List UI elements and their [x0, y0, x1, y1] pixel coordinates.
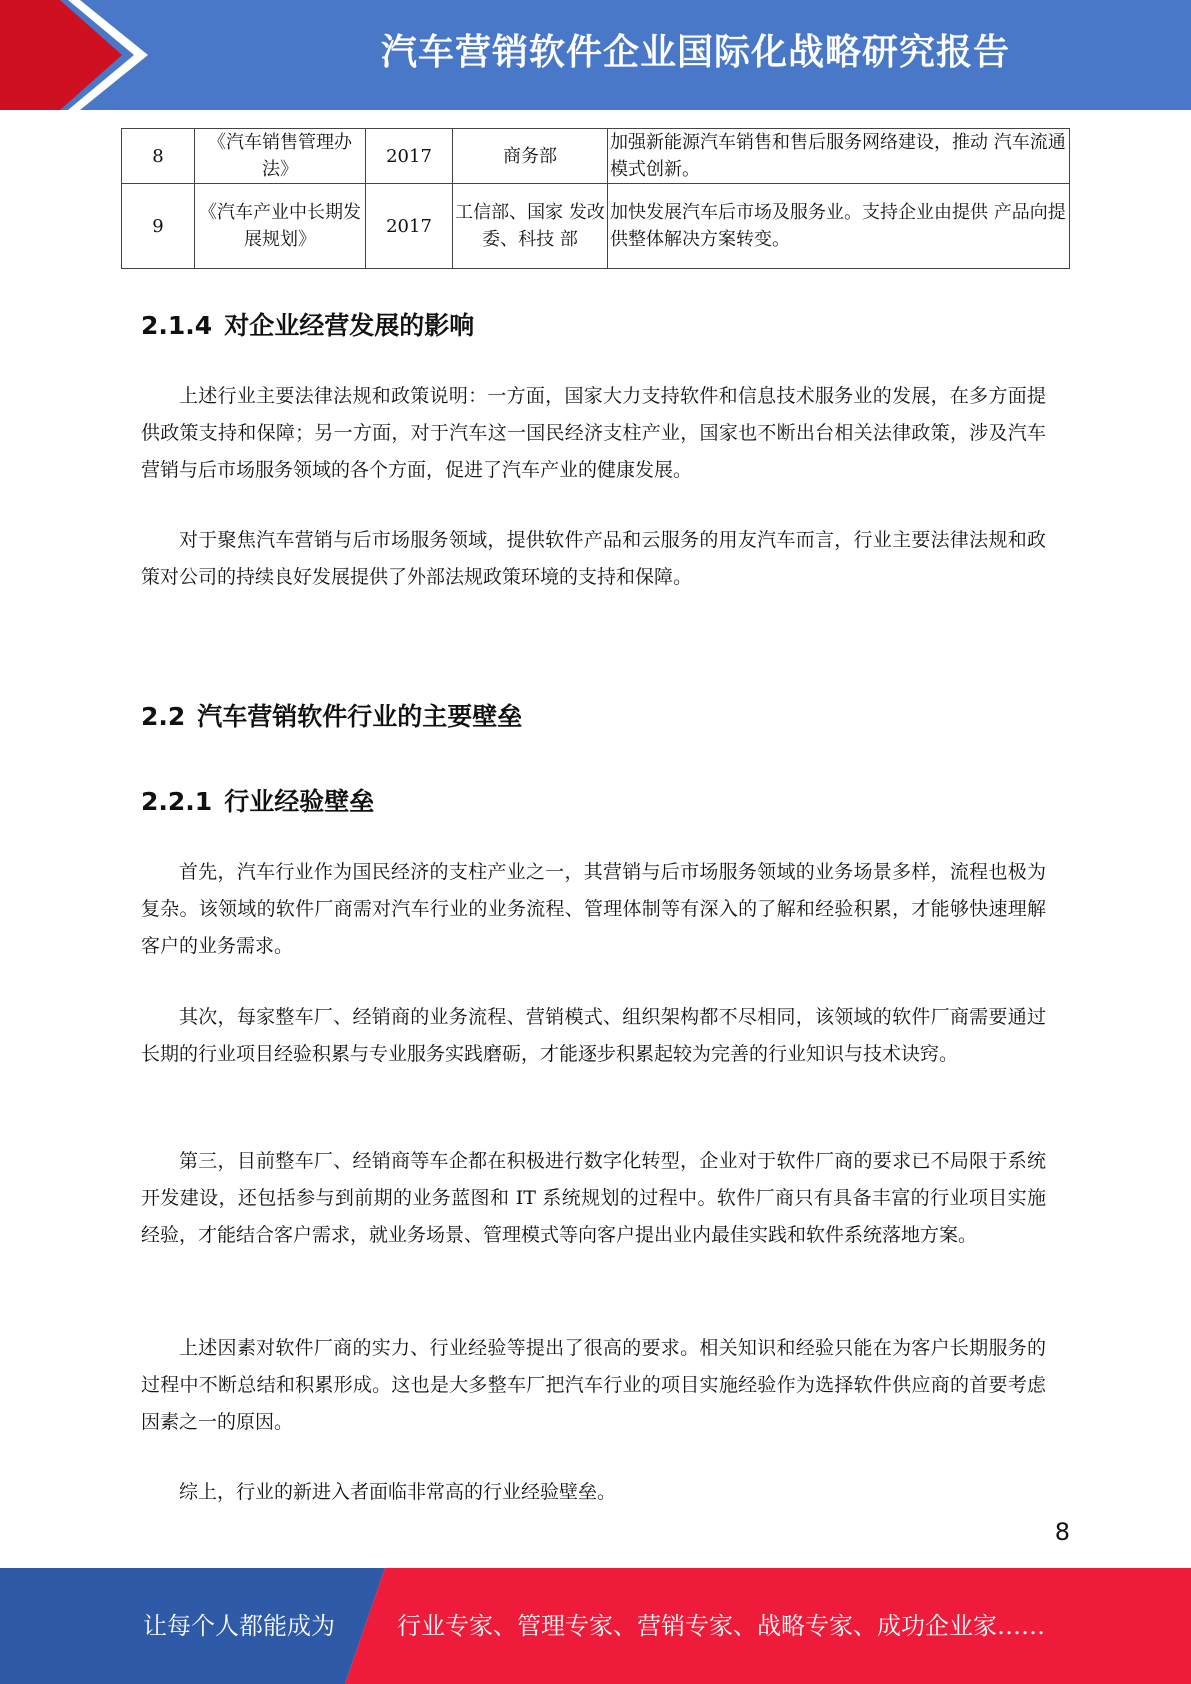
regulation-name: 《汽车销售管理办法》	[195, 129, 366, 184]
section-number: 2.2	[141, 702, 186, 731]
paragraph: 对于聚焦汽车营销与后市场服务领域，提供软件产品和云服务的用友汽车而言，行业主要法律法规和政策对公司的持续良好发展提供了外部法规政策环境的支持和保障。	[141, 529, 1046, 588]
paragraph: 其次，每家整车厂、经销商的业务流程、营销模式、组织架构都不尽相同，该领域的软件厂商需要通过长期的行业项目经验积累与专业服务实践磨砺，才能逐步积累起较为完善的行业知识与技术诀窍。	[141, 1006, 1046, 1065]
page-footer	[0, 1568, 1191, 1684]
regulation-name: 《汽车产业中长期发展规划》	[195, 184, 366, 269]
section-heading-2-1-4	[141, 306, 474, 342]
paragraph: 上述行业主要法律法规和政策说明：一方面，国家大力支持软件和信息技术服务业的发展，在多方面提供政策支持和保障；另一方面，对于汽车这一国民经济支柱产业，国家也不断出台相关法律政策，涉及汽车营销与后市场服务领域的各个方面，促进了汽车产业的健康发展。	[141, 385, 1046, 481]
row-number: 8	[122, 129, 195, 184]
table-row	[122, 129, 1070, 184]
footer-slogan-right: 行业专家、管理专家、营销专家、战略专家、成功企业家……	[397, 1612, 1045, 1640]
page-number: 8	[1054, 1518, 1070, 1546]
issuing-department: 商务部	[453, 129, 608, 184]
page-header	[0, 0, 1191, 110]
regulation-year: 2017	[366, 184, 453, 269]
regulation-description: 加快发展汽车后市场及服务业。支持企业由提供 产品向提供整体解决方案转变。	[608, 184, 1070, 269]
paragraph: 首先，汽车行业作为国民经济的支柱产业之一，其营销与后市场服务领域的业务场景多样，流程也极为复杂。该领域的软件厂商需对汽车行业的业务流程、管理体制等有深入的了解和经验积累，才能够快速理解客户的业务需求。	[141, 861, 1046, 957]
section-heading-2-2-1	[141, 782, 374, 818]
table-row	[122, 184, 1070, 269]
section-number: 2.2.1	[141, 787, 213, 816]
section-title: 行业经验壁垒	[224, 787, 375, 816]
header-arrow-decoration	[0, 0, 150, 110]
footer-slogan-left: 让每个人都能成为	[143, 1612, 335, 1640]
section-title: 汽车营销软件行业的主要壁垒	[197, 702, 523, 731]
section-heading-2-2	[141, 697, 522, 733]
row-number: 9	[122, 184, 195, 269]
report-title: 汽车营销软件企业国际化战略研究报告	[380, 32, 1010, 73]
regulation-year: 2017	[366, 129, 453, 184]
section-title: 对企业经营发展的影响	[224, 311, 475, 340]
regulation-description: 加强新能源汽车销售和售后服务网络建设，推动 汽车流通模式创新。	[608, 129, 1070, 184]
policy-table	[121, 128, 1070, 269]
paragraph: 综上，行业的新进入者面临非常高的行业经验壁垒。	[179, 1481, 617, 1503]
paragraph: 上述因素对软件厂商的实力、行业经验等提出了很高的要求。相关知识和经验只能在为客户长期服务的过程中不断总结和积累形成。这也是大多整车厂把汽车行业的项目实施经验作为选择软件供应商的首要考虑因素之一的原因。	[141, 1337, 1046, 1433]
paragraph: 第三，目前整车厂、经销商等车企都在积极进行数字化转型，企业对于软件厂商的要求已不局限于系统开发建设，还包括参与到前期的业务蓝图和 IT 系统规划的过程中。软件厂商只有具备丰富的行业项目实施经验，才能结合客户需求，就业务场景、管理模式等向客户提出业内最佳实践和软件系统落地方案。	[141, 1150, 1046, 1246]
section-number: 2.1.4	[141, 311, 213, 340]
issuing-department: 工信部、国家 发改委、科技 部	[453, 184, 608, 269]
